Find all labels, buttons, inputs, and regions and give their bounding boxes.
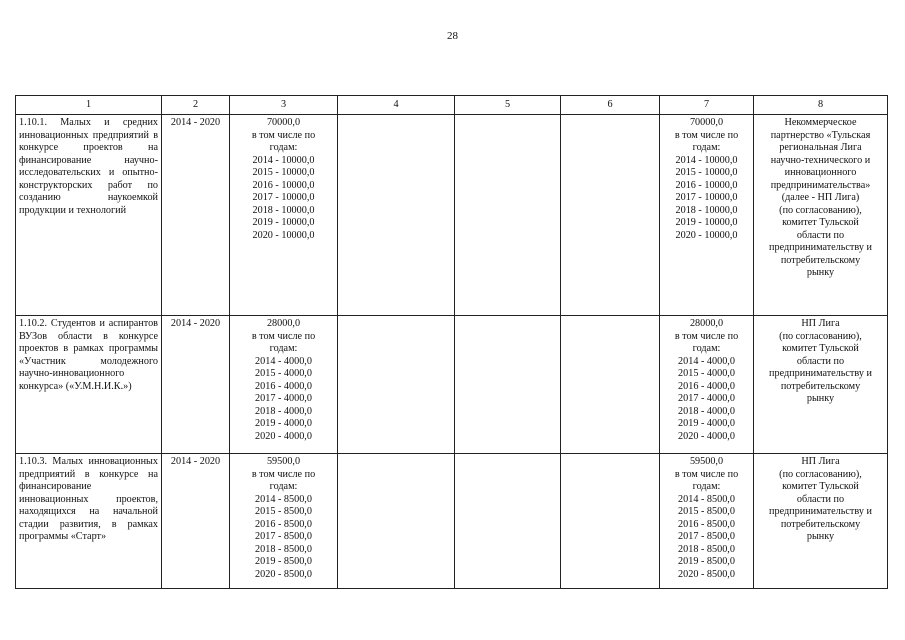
funding-total-cell-line: 2020 - 8500,0	[255, 568, 312, 580]
responsible-executor-cell-line: комитет Тульской	[782, 217, 859, 228]
responsible-executor-cell	[754, 115, 888, 316]
header-cell-8: 8	[754, 96, 888, 115]
funding-source-cell-line: в том числе по	[674, 129, 739, 141]
column-6-cell	[561, 454, 660, 589]
responsible-executor-cell	[754, 454, 888, 589]
measure-name-cell: 1.10.1. Малых и средних инновационных предприятий в конкурсе проектов на финансирование научно-исследовательских и опытно-конструкторских работ по созданию наукоемкой продукции и технологий	[16, 115, 162, 316]
funding-source-cell-line: 2015 - 8500,0	[678, 506, 735, 517]
column-5-cell	[455, 316, 561, 454]
funding-total-cell-line: 2015 - 10000,0	[252, 167, 315, 178]
header-cell-2: 2	[162, 96, 230, 115]
responsible-executor-cell-line: рынку	[806, 267, 835, 278]
funding-total-cell-line: 2014 - 4000,0	[255, 355, 312, 367]
funding-total-cell-line: годам:	[269, 142, 298, 153]
funding-source-cell-line: 2020 - 4000,0	[678, 430, 735, 442]
funding-total-cell-line: 2020 - 4000,0	[255, 430, 312, 442]
funding-source-cell-line: 2018 - 4000,0	[678, 405, 735, 417]
funding-source-cell-line: 59500,0	[689, 456, 724, 467]
funding-source-cell-line: 2017 - 8500,0	[678, 531, 735, 542]
funding-total-cell	[230, 316, 338, 454]
funding-source-cell-line: 2015 - 10000,0	[675, 167, 738, 178]
column-4-cell	[338, 454, 455, 589]
responsible-executor-cell-line: (по согласованию),	[779, 468, 862, 480]
funding-source-cell-line: в том числе по	[674, 468, 739, 480]
responsible-executor-cell-line: (по согласованию),	[779, 204, 862, 216]
funding-total-cell-line: 2017 - 10000,0	[252, 192, 315, 203]
responsible-executor-cell-line: предпринимательству и	[769, 242, 872, 253]
funding-total-cell-line: 2020 - 10000,0	[252, 229, 315, 241]
responsible-executor-cell-line: предпринимательства»	[770, 179, 871, 191]
funding-total-cell-line: 2014 - 8500,0	[255, 493, 312, 505]
column-5-cell	[455, 454, 561, 589]
responsible-executor-cell-line: рынку	[806, 393, 835, 404]
funding-total-cell-line: годам:	[269, 481, 298, 492]
funding-source-cell-line: 2016 - 8500,0	[678, 518, 735, 530]
responsible-executor-cell-line: региональная Лига	[779, 142, 862, 153]
funding-total-cell	[230, 454, 338, 589]
funding-total-cell-line: 70000,0	[266, 117, 301, 128]
header-cell-6: 6	[561, 96, 660, 115]
funding-source-cell-line: годам:	[692, 343, 721, 354]
funding-source-cell-line: 70000,0	[689, 117, 724, 128]
funding-source-cell-line: 2014 - 4000,0	[678, 355, 735, 367]
funding-source-cell	[660, 454, 754, 589]
period-cell: 2014 - 2020	[162, 316, 230, 454]
column-4-cell	[338, 115, 455, 316]
funding-source-cell-line: 2019 - 10000,0	[675, 217, 738, 228]
table-row	[16, 454, 888, 589]
funding-source-cell-line: 2020 - 8500,0	[678, 568, 735, 580]
funding-total-cell-line: 2016 - 10000,0	[252, 179, 315, 191]
funding-source-cell-line: 2018 - 10000,0	[675, 204, 738, 216]
funding-source-cell-line: 2015 - 4000,0	[678, 368, 735, 379]
responsible-executor-cell-line: области по	[796, 493, 845, 505]
responsible-executor-cell-line: потребительскому	[780, 380, 861, 392]
program-table	[15, 95, 888, 589]
responsible-executor-cell-line: комитет Тульской	[782, 481, 859, 492]
funding-source-cell-line: 2016 - 10000,0	[675, 179, 738, 191]
funding-total-cell-line: в том числе по	[251, 468, 316, 480]
header-cell-7: 7	[660, 96, 754, 115]
funding-total-cell-line: 2015 - 4000,0	[255, 368, 312, 379]
responsible-executor-cell-line: научно-технического и	[770, 154, 871, 166]
responsible-executor-cell-line: Некоммерческое	[784, 117, 857, 128]
responsible-executor-cell-line: потребительскому	[780, 254, 861, 266]
table-row	[16, 115, 888, 316]
header-cell-1: 1	[16, 96, 162, 115]
period-cell: 2014 - 2020	[162, 115, 230, 316]
responsible-executor-cell-line: комитет Тульской	[782, 343, 859, 354]
responsible-executor-cell-line: области по	[796, 355, 845, 367]
funding-source-cell-line: 28000,0	[689, 318, 724, 329]
responsible-executor-cell-line: предпринимательству и	[769, 506, 872, 517]
funding-source-cell-line: 2020 - 10000,0	[675, 229, 738, 241]
period-cell: 2014 - 2020	[162, 454, 230, 589]
header-row	[16, 96, 888, 115]
funding-total-cell-line: 2016 - 8500,0	[255, 518, 312, 530]
funding-total-cell-line: 2017 - 8500,0	[255, 531, 312, 542]
funding-source-cell-line: 2016 - 4000,0	[678, 380, 735, 392]
funding-total-cell-line: 2018 - 10000,0	[252, 204, 315, 216]
measure-name-cell: 1.10.3. Малых инновационных предприятий в конкурсе на финансирование инновационных проектов, находящихся на начальной стадии развития, в рамках программы «Старт»	[16, 454, 162, 589]
funding-source-cell-line: в том числе по	[674, 330, 739, 342]
funding-total-cell-line: 2018 - 4000,0	[255, 405, 312, 417]
funding-total-cell-line: 2018 - 8500,0	[255, 543, 312, 555]
funding-total-cell-line: 2019 - 8500,0	[255, 556, 312, 567]
column-6-cell	[561, 316, 660, 454]
funding-total-cell-line: 2019 - 4000,0	[255, 418, 312, 429]
funding-source-cell-line: 2017 - 4000,0	[678, 393, 735, 404]
funding-source-cell-line: годам:	[692, 481, 721, 492]
column-4-cell	[338, 316, 455, 454]
funding-total-cell-line: 2019 - 10000,0	[252, 217, 315, 228]
responsible-executor-cell-line: партнерство «Тульская	[770, 129, 871, 141]
funding-total-cell-line: 2016 - 4000,0	[255, 380, 312, 392]
funding-total-cell-line: 59500,0	[266, 456, 301, 467]
funding-source-cell	[660, 115, 754, 316]
column-5-cell	[455, 115, 561, 316]
funding-source-cell-line: 2014 - 8500,0	[678, 493, 735, 505]
responsible-executor-cell-line: НП Лига	[801, 456, 840, 467]
header-cell-4: 4	[338, 96, 455, 115]
funding-total-cell-line: 28000,0	[266, 318, 301, 329]
funding-source-cell	[660, 316, 754, 454]
funding-total-cell	[230, 115, 338, 316]
measure-name-cell: 1.10.2. Студентов и аспирантов ВУЗов области в конкурсе проектов в рамках программы «Участник молодежного научно-инновационного конкурса» («У.М.Н.И.К.»)	[16, 316, 162, 454]
responsible-executor-cell-line: НП Лига	[801, 318, 840, 329]
header-cell-5: 5	[455, 96, 561, 115]
funding-total-cell-line: в том числе по	[251, 330, 316, 342]
responsible-executor-cell-line: инновационного	[784, 167, 857, 178]
responsible-executor-cell-line: рынку	[806, 531, 835, 542]
funding-total-cell-line: 2014 - 10000,0	[252, 154, 315, 166]
funding-total-cell-line: 2015 - 8500,0	[255, 506, 312, 517]
funding-source-cell-line: 2018 - 8500,0	[678, 543, 735, 555]
responsible-executor-cell	[754, 316, 888, 454]
page-number: 28	[447, 30, 458, 42]
responsible-executor-cell-line: (по согласованию),	[779, 330, 862, 342]
table-row	[16, 316, 888, 454]
responsible-executor-cell-line: потребительскому	[780, 518, 861, 530]
header-cell-3: 3	[230, 96, 338, 115]
funding-source-cell-line: 2019 - 4000,0	[678, 418, 735, 429]
funding-source-cell-line: 2019 - 8500,0	[678, 556, 735, 567]
funding-source-cell-line: 2017 - 10000,0	[675, 192, 738, 203]
funding-total-cell-line: 2017 - 4000,0	[255, 393, 312, 404]
funding-total-cell-line: годам:	[269, 343, 298, 354]
responsible-executor-cell-line: предпринимательству и	[769, 368, 872, 379]
column-6-cell	[561, 115, 660, 316]
funding-source-cell-line: 2014 - 10000,0	[675, 154, 738, 166]
funding-source-cell-line: годам:	[692, 142, 721, 153]
funding-total-cell-line: в том числе по	[251, 129, 316, 141]
responsible-executor-cell-line: (далее - НП Лига)	[781, 192, 860, 203]
responsible-executor-cell-line: области по	[796, 229, 845, 241]
